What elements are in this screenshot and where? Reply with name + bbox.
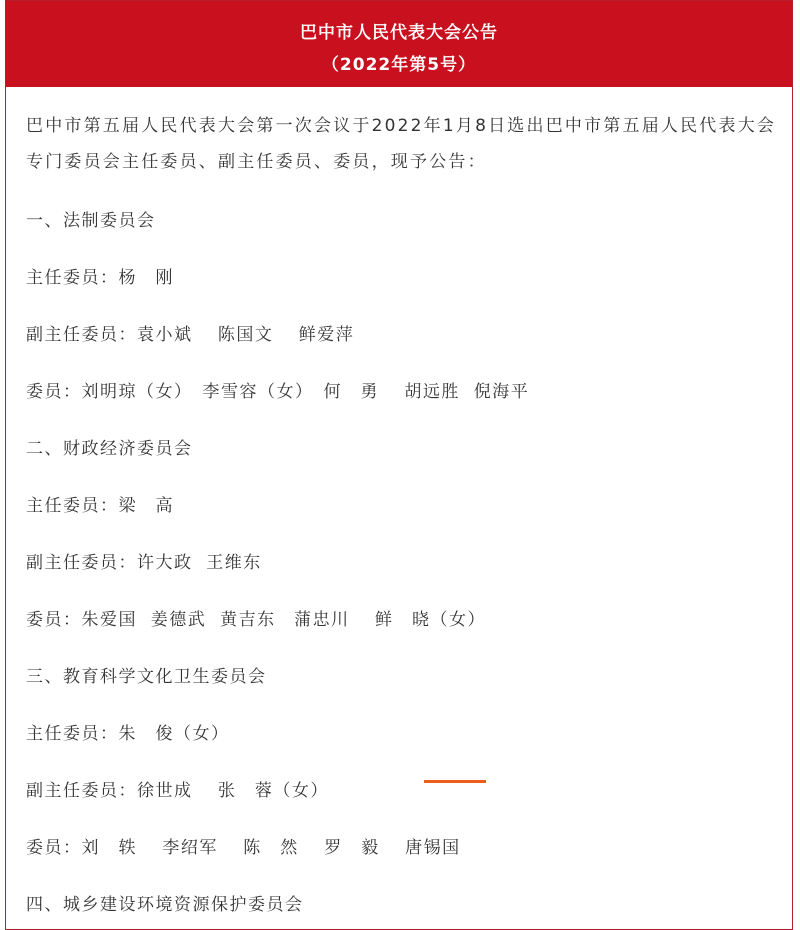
notice-frame: [5, 0, 793, 930]
education-members: 委员：刘 轶 李绍军 陈 然 罗 毅 唐锡国: [26, 838, 461, 858]
notice-title: 巴中市人民代表大会公告: [300, 23, 498, 43]
legal-members: 委员：刘明琼（女） 李雪容（女） 何 勇 胡远胜 倪海平: [26, 382, 530, 402]
education-deputies: 副主任委员：徐世成 张 蓉（女）: [26, 781, 329, 801]
section-title-urban: 四、城乡建设环境资源保护委员会: [26, 895, 304, 915]
intro-paragraph: 巴中市第五届人民代表大会第一次会议于2022年1月8日选出巴中市第五届人民代表大会专门委员会主任委员、副主任委员、委员，现予公告：: [26, 116, 777, 172]
finance-members: 委员：朱爱国 姜德武 黄吉东 蒲忠川 鲜 晓（女）: [26, 610, 487, 630]
notice-number: （2022年第5号）: [321, 55, 477, 75]
finance-director: 主任委员：梁 高: [26, 496, 174, 516]
legal-director: 主任委员：杨 刚: [26, 268, 174, 288]
education-director: 主任委员：朱 俊（女）: [26, 724, 230, 744]
finance-deputies: 副主任委员：许大政 王维东: [26, 553, 262, 573]
highlight-underline: [424, 780, 486, 783]
legal-deputies: 副主任委员：袁小斌 陈国文 鲜爱萍: [26, 325, 355, 345]
notice-header: [6, 1, 792, 87]
section-title-finance: 二、财政经济委员会: [26, 439, 193, 459]
section-title-legal: 一、法制委员会: [26, 211, 156, 231]
section-title-education: 三、教育科学文化卫生委员会: [26, 667, 267, 687]
